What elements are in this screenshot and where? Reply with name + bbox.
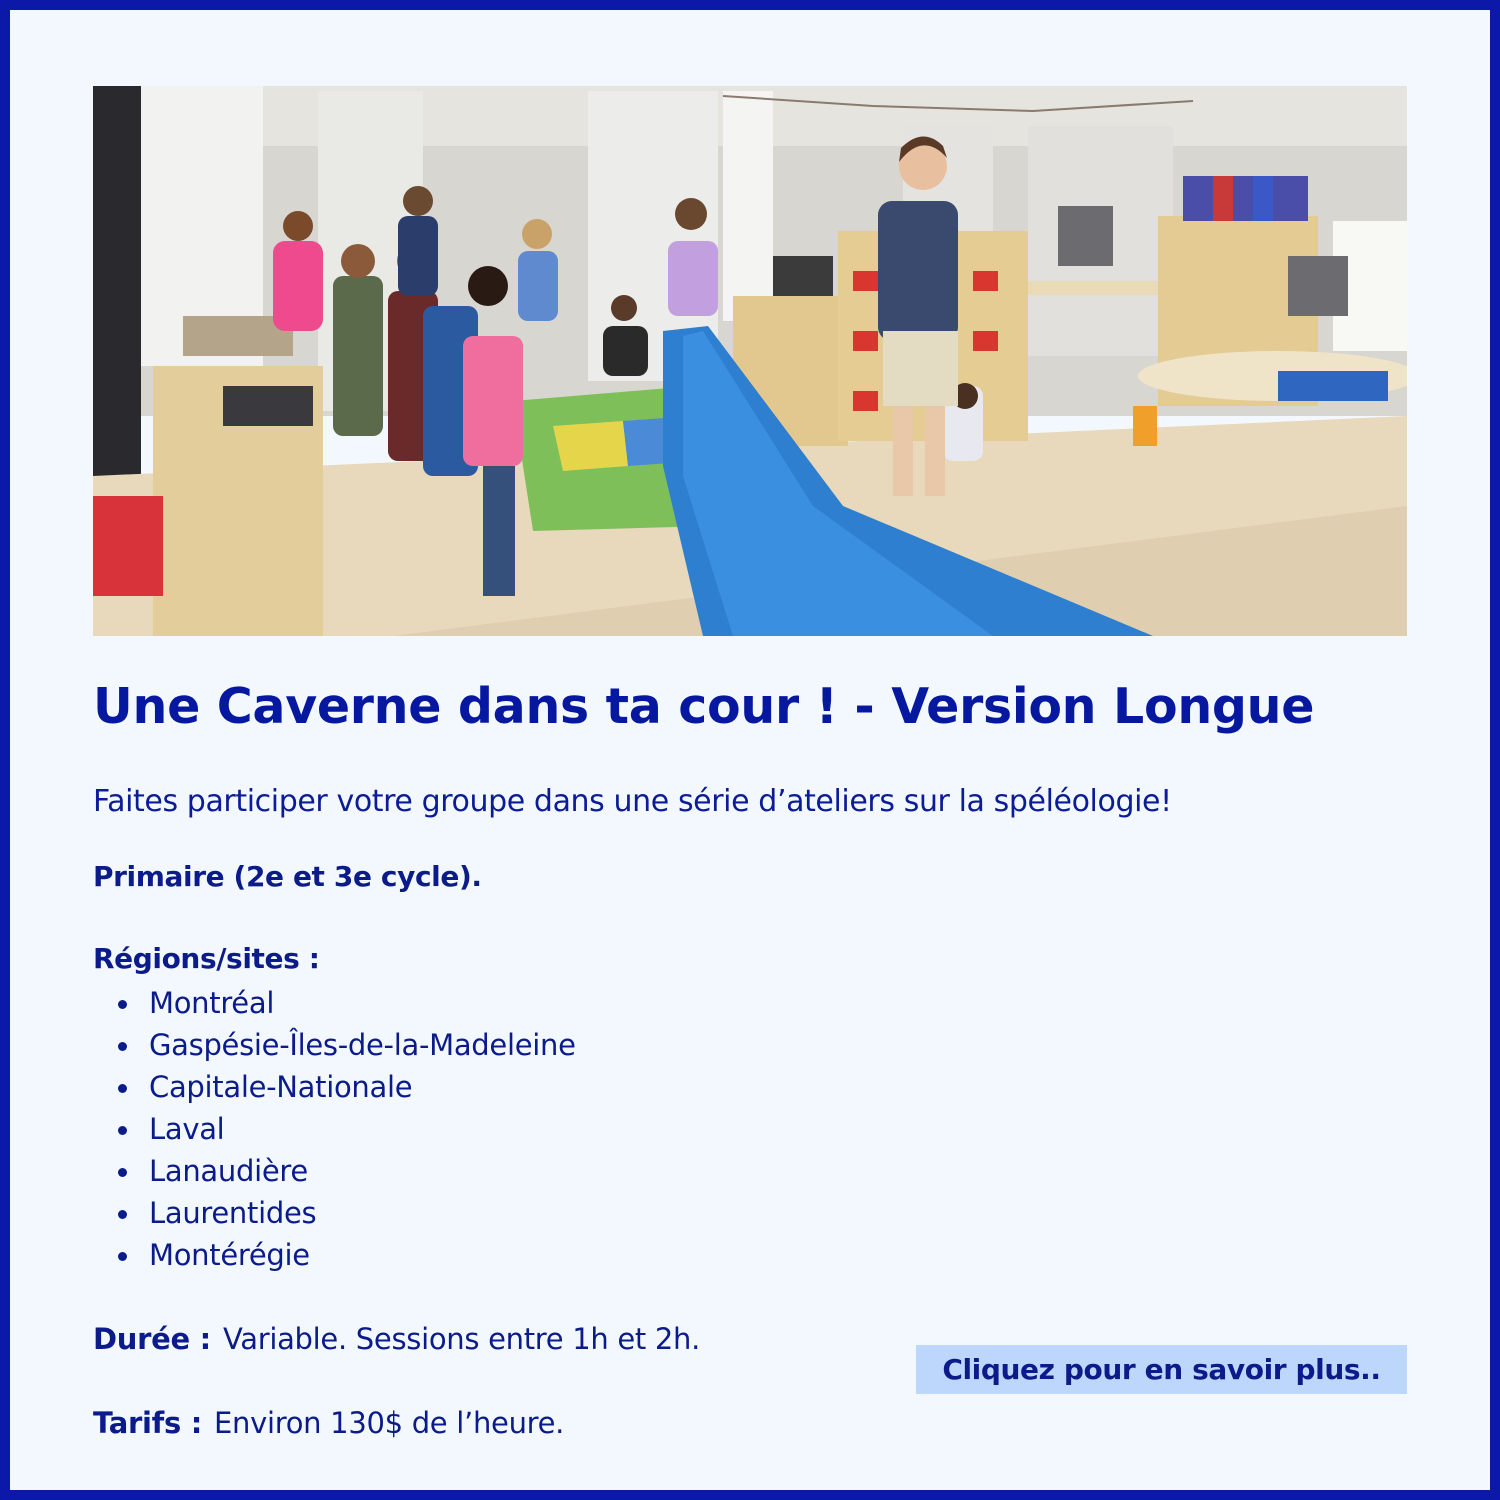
duration-label: Durée : (93, 1322, 211, 1356)
region-item: Capitale-Nationale (93, 1066, 576, 1108)
duration-value: Variable. Sessions entre 1h et 2h. (222, 1322, 701, 1356)
price-label: Tarifs : (93, 1406, 203, 1440)
region-item: Lanaudière (93, 1150, 576, 1192)
audience-level: Primaire (2e et 3e cycle). (93, 860, 482, 893)
duration-row (93, 1322, 700, 1356)
price-row (93, 1406, 564, 1440)
regions-heading: Régions/sites : (93, 942, 320, 975)
activity-title: Une Caverne dans ta cour ! - Version Longue (93, 678, 1315, 735)
classroom-photo-illustration (93, 86, 1407, 636)
activity-card (10, 10, 1490, 1490)
learn-more-button[interactable]: Cliquez pour en savoir plus.. (916, 1345, 1407, 1394)
regions-list (93, 982, 576, 1276)
region-item: Laval (93, 1108, 576, 1150)
region-item: Gaspésie-Îles-de-la-Madeleine (93, 1024, 576, 1066)
region-item: Montérégie (93, 1234, 576, 1276)
price-value: Environ 130$ de l’heure. (214, 1406, 565, 1440)
activity-subtitle: Faites participer votre groupe dans une série d’ateliers sur la spéléologie! (93, 784, 1172, 819)
region-item: Laurentides (93, 1192, 576, 1234)
classroom-photo (93, 86, 1407, 636)
region-item: Montréal (93, 982, 576, 1024)
